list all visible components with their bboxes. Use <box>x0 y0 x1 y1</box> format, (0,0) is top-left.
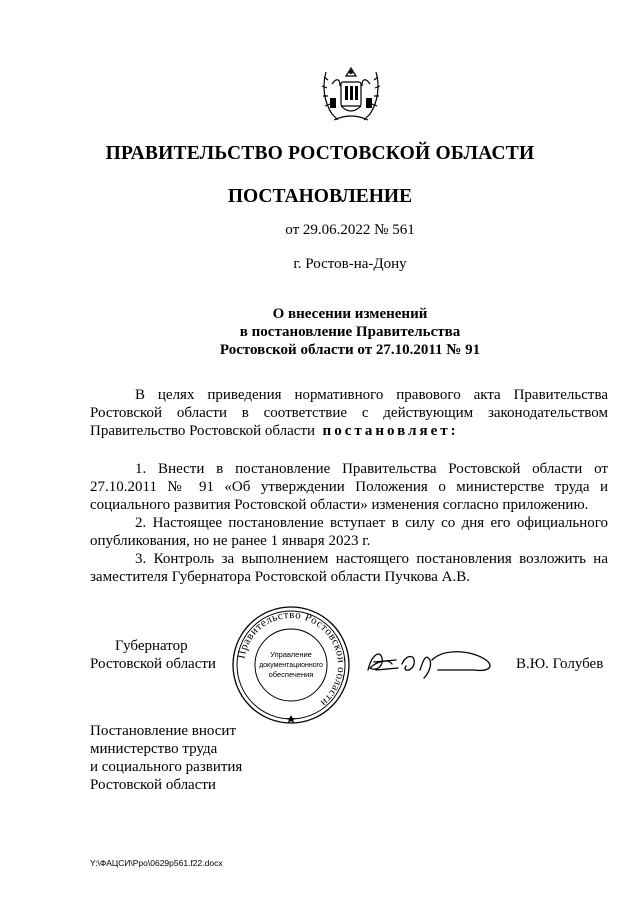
signer-position-line2: Ростовской области <box>90 656 216 672</box>
preamble-keyword: постановляет: <box>322 423 459 439</box>
stamp-inner-line3: обеспечения <box>268 670 314 679</box>
preamble-text: В целях приведения нормативного правового акта Правительства Ростовской области в соответствие с действующим законодательством Правительство Ростовской области <box>90 387 608 439</box>
subject-line: О внесении изменений <box>272 306 428 322</box>
document-type: ПОСТАНОВЛЕНИЕ <box>227 186 413 207</box>
file-path: Y:\ФАЦСИ\Рро\0629р561.f22.docx <box>90 858 223 868</box>
city: г. Ростов-на-Дону <box>293 256 407 272</box>
submitted-by <box>90 722 242 794</box>
subject-line: в постановление Правительства <box>239 324 461 340</box>
item-2: 2. Настоящее постановление вступает в силу со дня его официального опубликования, но не ранее 1 января 2023 г. <box>90 515 608 549</box>
coat-of-arms-icon <box>318 62 384 126</box>
signer-position-line1: Губернатор <box>115 638 188 654</box>
stamp-inner-line2: документационного <box>259 662 323 669</box>
submitted-line: Постановление вносит <box>90 723 237 739</box>
official-stamp <box>230 604 352 726</box>
svg-text:Правительство Ростовской облас <box>235 609 347 709</box>
signer-name: В.Ю. Голубев <box>516 656 604 672</box>
submitted-line: Ростовской области <box>90 777 216 793</box>
item-1: 1. Внести в постановление Правительства Ростовской области от 27.10.2011 № 91 «Об утверждении Положения о министерстве труда и социального развития Ростовской области» изменения согласно приложению. <box>90 461 608 513</box>
government-name: ПРАВИТЕЛЬСТВО РОСТОВСКОЙ ОБЛАСТИ <box>105 143 535 164</box>
submitted-line: и социального развития <box>90 759 243 775</box>
subject-line: Ростовской области от 27.10.2011 № 91 <box>219 342 481 358</box>
item-3: 3. Контроль за выполнением настоящего постановления возложить на заместителя Губернатора Ростовской области Пучкова А.В. <box>90 551 608 585</box>
preamble <box>90 386 608 440</box>
date-number: от 29.06.2022 № 561 <box>285 222 415 238</box>
handwritten-signature <box>362 640 502 685</box>
document-subject <box>0 305 640 359</box>
stamp-inner-line1: Управление <box>270 650 312 659</box>
stamp-ring-text: Правительство Ростовской области <box>235 608 348 710</box>
submitted-line: министерство труда <box>90 741 218 757</box>
